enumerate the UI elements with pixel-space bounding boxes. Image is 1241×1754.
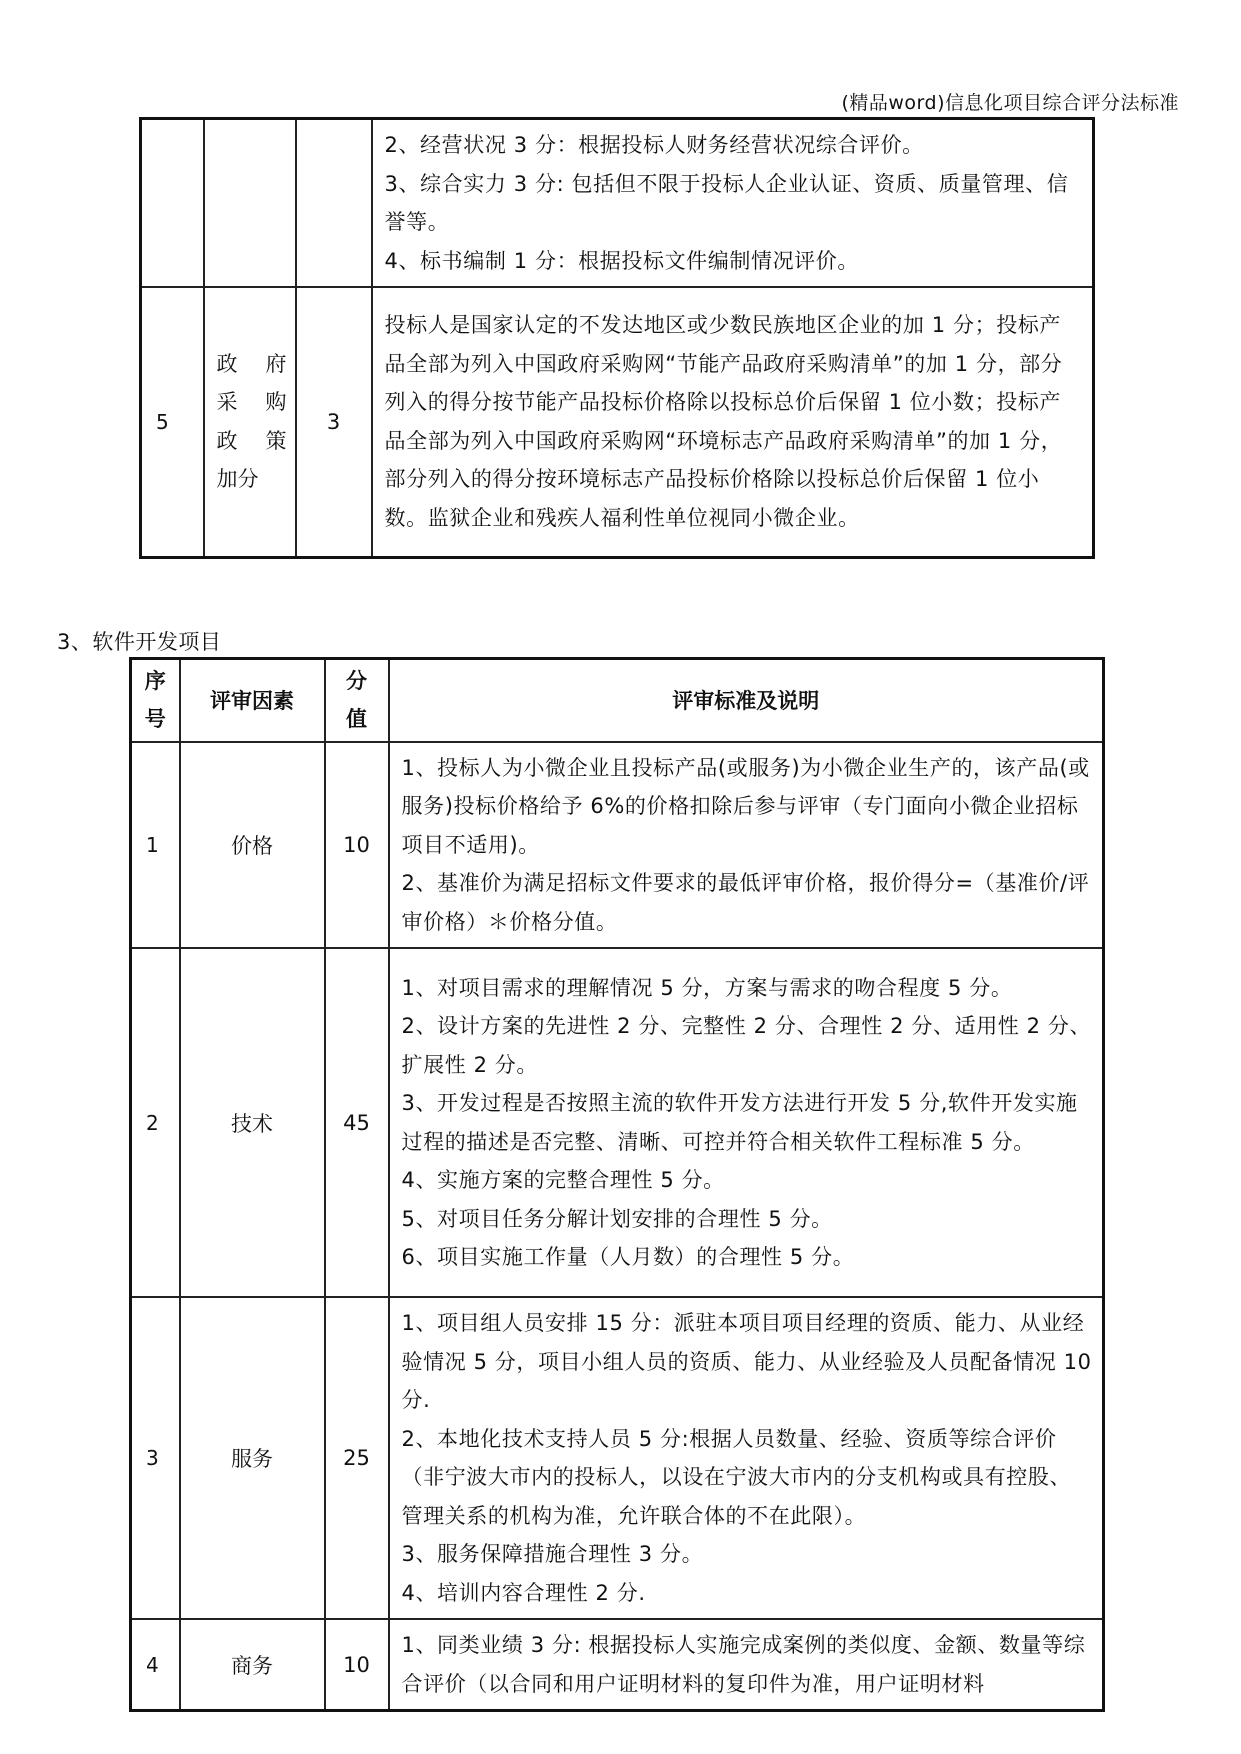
factor-cell: 价格 (180, 742, 325, 949)
factor-line (217, 422, 287, 461)
row-number-cell: 2 (131, 948, 180, 1297)
header-no (131, 659, 180, 742)
criteria-cell (372, 287, 1094, 557)
criteria-line: 6、项目实施工作量（人月数）的合理性 5 分。 (401, 1245, 855, 1269)
software-dev-scoring-table (129, 657, 1105, 1712)
criteria-cell (389, 948, 1104, 1297)
row-number-cell: 1 (131, 742, 180, 949)
table-row (141, 287, 1094, 557)
header-criteria: 评审标准及说明 (389, 659, 1104, 742)
factor-char: 加分 (216, 467, 259, 492)
header-char: 分 (346, 669, 367, 694)
criteria-line: 4、培训内容合理性 2 分. (401, 1580, 646, 1605)
table-row (131, 1619, 1104, 1711)
section-title: 3、软件开发项目 (57, 630, 222, 654)
row-number-cell: 4 (131, 1619, 180, 1711)
row-number-cell: 5 (141, 287, 204, 557)
factor-char: 府 (265, 351, 287, 376)
factor-char: 采 (216, 390, 238, 415)
criteria-line: 5、对项目任务分解计划安排的合理性 5 分。 (401, 1206, 833, 1231)
table-row (131, 742, 1104, 949)
criteria-line: 1、投标人为小微企业且投标产品(或服务)为小微企业生产的，该产品(或服务)投标价格给予 6%的价格扣除后参与评审（专门面向小微企业招标项目不适用)。 (401, 755, 1090, 857)
table-row (141, 119, 1094, 288)
criteria-line: 2、经营状况 3 分：根据投标人财务经营状况综合评价。 (384, 133, 924, 157)
factor-char: 策 (265, 428, 287, 453)
score-cell: 10 (325, 742, 389, 949)
table-header-row (131, 659, 1104, 742)
criteria-line: 4、实施方案的完整合理性 5 分。 (401, 1168, 725, 1192)
score-cell (296, 119, 372, 288)
scoring-table-continued (139, 117, 1095, 559)
criteria-line: 2、设计方案的先进性 2 分、完整性 2 分、合理性 2 分、适用性 2 分、扩展性 2 分。 (401, 1014, 1092, 1077)
criteria-cell (389, 1297, 1104, 1619)
criteria-line: 1、项目组人员安排 15 分：派驻本项目项目经理的资质、能力、从业经验情况 5 分，项目小组人员的资质、能力、从业经验及人员配备情况 10 分. (401, 1311, 1092, 1412)
criteria-line: 投标人是国家认定的不发达地区或少数民族地区企业的加 1 分；投标产品全部为列入中国政府采购网“节能产品政府采购清单”的加 1 分，部分列入的得分按节能产品投标价格除以投标总价后保留 1 位小数；投标产品全部为列入中国政府采购网“环境标志产品政府采购清单”的加 1 分，部分列入的得分按环境标志产品投标价格除以投标总价后保留 1 位小数。监狱企业和残疾人福利性单位视同小微企业。 (384, 313, 1063, 530)
criteria-cell (389, 742, 1104, 949)
criteria-cell (372, 119, 1094, 288)
factor-char: 购 (265, 390, 287, 415)
factor-line (217, 345, 287, 384)
header-score (325, 659, 389, 742)
criteria-line: 1、对项目需求的理解情况 5 分，方案与需求的吻合程度 5 分。 (401, 975, 1013, 1000)
factor-cell: 商务 (180, 1619, 325, 1711)
table-row (131, 948, 1104, 1297)
header-char: 序 (144, 669, 166, 694)
criteria-line: 3、开发过程是否按照主流的软件开发方法进行开发 5 分,软件开发实施过程的描述是否完整、清晰、可控并符合相关软件工程标准 5 分。 (401, 1091, 1078, 1154)
factor-line (217, 383, 287, 422)
score-cell: 25 (325, 1297, 389, 1619)
factor-cell (204, 119, 296, 288)
table-row (131, 1297, 1104, 1619)
factor-cell (204, 287, 296, 557)
criteria-cell (389, 1619, 1104, 1711)
row-number-cell: 3 (131, 1297, 180, 1619)
score-cell: 45 (325, 948, 389, 1297)
header-char: 值 (346, 707, 367, 732)
header-factor: 评审因素 (180, 659, 325, 742)
score-cell: 10 (325, 1619, 389, 1711)
factor-cell: 服务 (180, 1297, 325, 1619)
score-cell: 3 (296, 287, 372, 557)
factor-char: 政 (216, 428, 238, 453)
factor-char: 政 (216, 351, 238, 376)
criteria-line: 3、综合实力 3 分: 包括但不限于投标人企业认证、资质、质量管理、信誉等。 (384, 171, 1069, 234)
factor-cell: 技术 (180, 948, 325, 1297)
factor-line (217, 460, 287, 499)
criteria-line: 1、同类业绩 3 分: 根据投标人实施完成案例的类似度、金额、数量等综合评价（以合同和用户证明材料的复印件为准，用户证明材料 (401, 1633, 1086, 1696)
criteria-line: 3、服务保障措施合理性 3 分。 (401, 1542, 704, 1566)
criteria-line: 2、基准价为满足招标文件要求的最低评审价格，报价得分=（基准价/评审价格）＊价格分值。 (401, 871, 1090, 934)
page-header-title: (精品word)信息化项目综合评分法标准 (841, 92, 1179, 114)
criteria-line: 2、本地化技术支持人员 5 分:根据人员数量、经验、资质等综合评价（非宁波大市内的投标人，以设在宁波大市内的分支机构或具有控股、管理关系的机构为准，允许联合体的不在此限）。 (401, 1426, 1072, 1528)
row-number-cell (141, 119, 204, 288)
header-char: 号 (144, 707, 166, 732)
criteria-line: 4、标书编制 1 分：根据投标文件编制情况评价。 (384, 248, 859, 273)
